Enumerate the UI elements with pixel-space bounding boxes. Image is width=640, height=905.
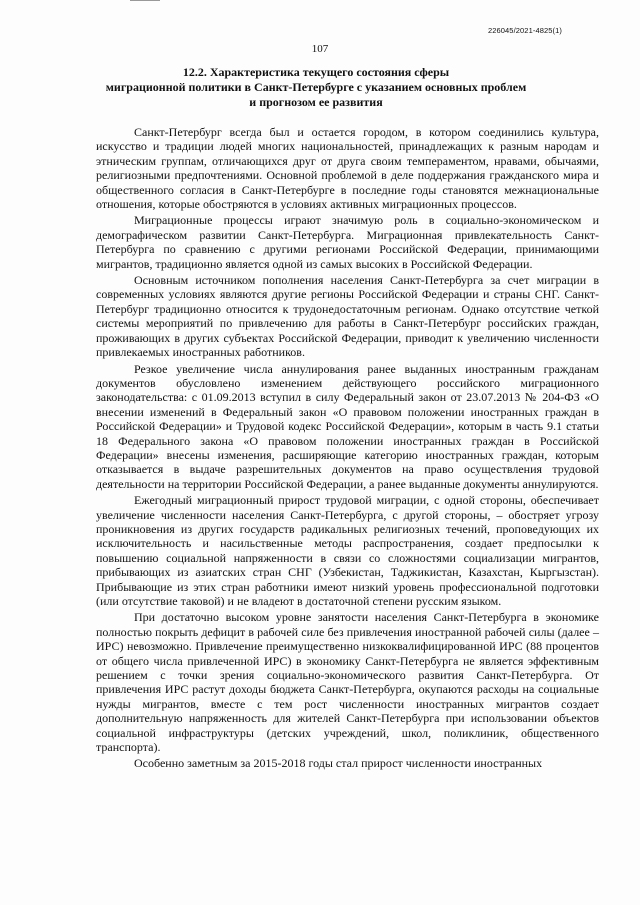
- scan-mark: [130, 0, 160, 5]
- paragraph: Миграционные процессы играют значимую роль в социально-экономическом и демографическом развитии Санкт-Петербурга. Миграционная привлекательность Санкт-Петербурга по сравнению с другими регионами Российской Федерации, принимающими мигрантов, традиционно является одной из самых высоких в Российской Федерации.: [96, 213, 599, 271]
- paragraph: Особенно заметным за 2015-2018 годы стал прирост численности иностранных: [134, 756, 543, 771]
- section-title-line-1: 12.2. Характеристика текущего состояния сферы: [182, 65, 450, 79]
- paragraph: Резкое увеличение числа аннулирования ранее выданных иностранным гражданам документов обусловлено изменением действующего российского миграционного законодательства: с 01.09.2013 вступил в силу Федеральный закон от 23.07.2013 № 204-ФЗ «О внесении изменений в Федеральный закон «О правовом положении иностранных граждан в Российской Федерации» и Трудовой кодекс Российской Федерации», которым в часть 9.1 статьи 18 Федерального закона «О правовом положении иностранных граждан в Российской Федерации» внесены изменения, расширяющие категорию иностранных граждан, которым отказывается в выдаче разрешительных документов на право осуществления трудовой деятельности на территории Российской Федерации, а ранее выданные документы аннулируются.: [96, 361, 599, 491]
- section-title-line-3: и прогнозом ее развития: [249, 95, 383, 109]
- document-id: 226045/2021-4825(1): [487, 26, 562, 35]
- paragraph: Ежегодный миграционный прирост трудовой миграции, с одной стороны, обеспечивает увеличение численности населения Санкт-Петербурга, с другой стороны, – обостряет угрозу проникновения из других государств радикальных религиозных течений, проповедующих их исключительность и насильственные методы распространения, создает предпосылки к повышению социальной напряженности в связи со сложностями социализации мигрантов, прибывающих из азиатских стран СНГ (Узбекистан, Таджикистан, Казахстан, Кыргызстан). Прибывающие из этих стран работники имеют низкий уровень профессиональной подготовки (или отсутствие таковой) и не владеют в достаточной степени русским языком.: [96, 493, 599, 608]
- document-body: [96, 125, 599, 773]
- page-number: 107: [311, 43, 329, 55]
- paragraph: Санкт-Петербург всегда был и остается городом, в котором соединились культура, искусство и традиции людей многих национальностей, принадлежащих к разным народам и этническим группам, отличающихся друг от друга своим темпераментом, нравами, обычаями, религиозными предпочтениями. Основной проблемой в деле поддержания гражданского мира и общественного согласия в Санкт-Петербурге в последние годы становятся межнациональные отношения, которые обостряются в условиях активных миграционных процессов.: [96, 125, 599, 212]
- section-title-line-2: миграционной политики в Санкт-Петербурге с указанием основных проблем: [105, 80, 527, 94]
- section-title: [96, 65, 536, 110]
- paragraph: При достаточно высоком уровне занятости населения Санкт-Петербурга в экономике полностью покрыть дефицит в рабочей силе без привлечения иностранной рабочей силы (далее – ИРС) невозможно. Привлечение преимущественно низкоквалифицированной ИРС (88 процентов от общего числа привлеченной ИРС) в экономику Санкт-Петербурга не является эффективным решением с точки зрения социально-экономического развития Санкт-Петербурга. От привлечения ИРС растут доходы бюджета Санкт-Петербурга, окупаются расходы на социальные нужды мигрантов, вместе с тем рост численности иностранных мигрантов создает дополнительную напряженность для жителей Санкт-Петербурга при использовании объектов социальной инфраструктуры (детских учреждений, школ, поликлиник, общественного транспорта).: [96, 610, 599, 755]
- paragraph: Основным источником пополнения населения Санкт-Петербурга за счет миграции в современных условиях являются другие регионы Российской Федерации и страны СНГ. Санкт-Петербург традиционно относится к трудонедостаточным регионам. Однако отсутствие четкой системы мероприятий по привлечению для работы в Санкт-Петербург российских граждан, проживающих в других субъектах Российской Федерации, приводит к увеличению численности привлекаемых иностранных работников.: [96, 273, 599, 360]
